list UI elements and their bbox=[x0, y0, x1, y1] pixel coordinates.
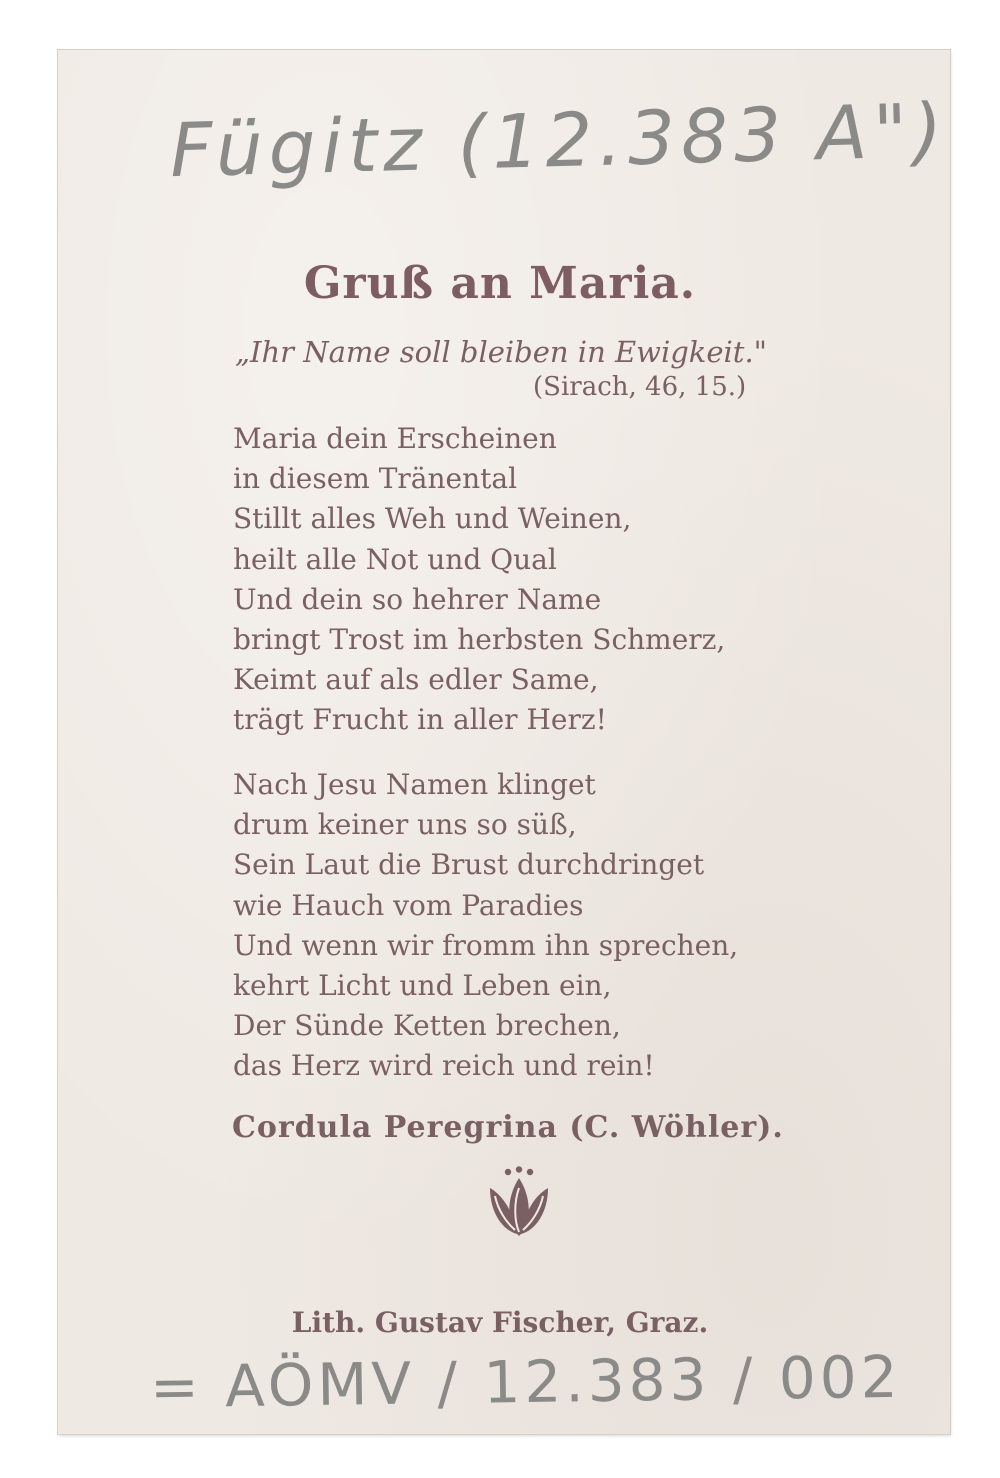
floral-ornament-icon bbox=[484, 1166, 554, 1238]
poem-line: wie Hauch vom Paradies bbox=[233, 888, 584, 922]
poem-stanza-1 bbox=[233, 419, 725, 741]
printer-imprint: Lith. Gustav Fischer, Graz. bbox=[291, 1306, 709, 1339]
poem-line: bringt Trost im herbsten Schmerz, bbox=[233, 623, 726, 657]
poem-line: Und wenn wir fromm ihn sprechen, bbox=[233, 928, 739, 962]
card-title: Gruß an Maria. bbox=[303, 258, 697, 309]
motto-quote: „Ihr Name soll bleiben in Ewigkeit." bbox=[235, 335, 768, 369]
poem-line: das Herz wird reich und rein! bbox=[233, 1049, 655, 1083]
poem-line: drum keiner uns so süß, bbox=[233, 808, 577, 842]
poem-stanza-2 bbox=[233, 765, 738, 1087]
pencil-annotation-bottom: = AÖMV / 12.383 / 002 bbox=[149, 1342, 902, 1422]
poem-line: Stillt alles Weh und Weinen, bbox=[233, 502, 632, 536]
poem-line: Keimt auf als edler Same, bbox=[233, 663, 599, 697]
poem-line: heilt alle Not und Qual bbox=[233, 542, 557, 576]
poem-line: Und dein so hehrer Name bbox=[233, 582, 602, 616]
poem-line: Der Sünde Ketten brechen, bbox=[233, 1009, 621, 1043]
pencil-annotation-top: Fügitz (12.383 A") bbox=[169, 87, 950, 195]
motto-source: (Sirach, 46, 15.) bbox=[533, 372, 747, 402]
poem-line: kehrt Licht und Leben ein, bbox=[233, 969, 612, 1003]
poem-line: trägt Frucht in aller Herz! bbox=[233, 703, 607, 737]
poem-author: Cordula Peregrina (C. Wöhler). bbox=[232, 1110, 784, 1145]
poem-line: Nach Jesu Namen klinget bbox=[233, 768, 596, 801]
poem-line: in diesem Tränental bbox=[233, 462, 518, 496]
poem-line: Sein Laut die Brust durchdringet bbox=[233, 848, 705, 882]
poem-line: Maria dein Erscheinen bbox=[233, 422, 557, 455]
